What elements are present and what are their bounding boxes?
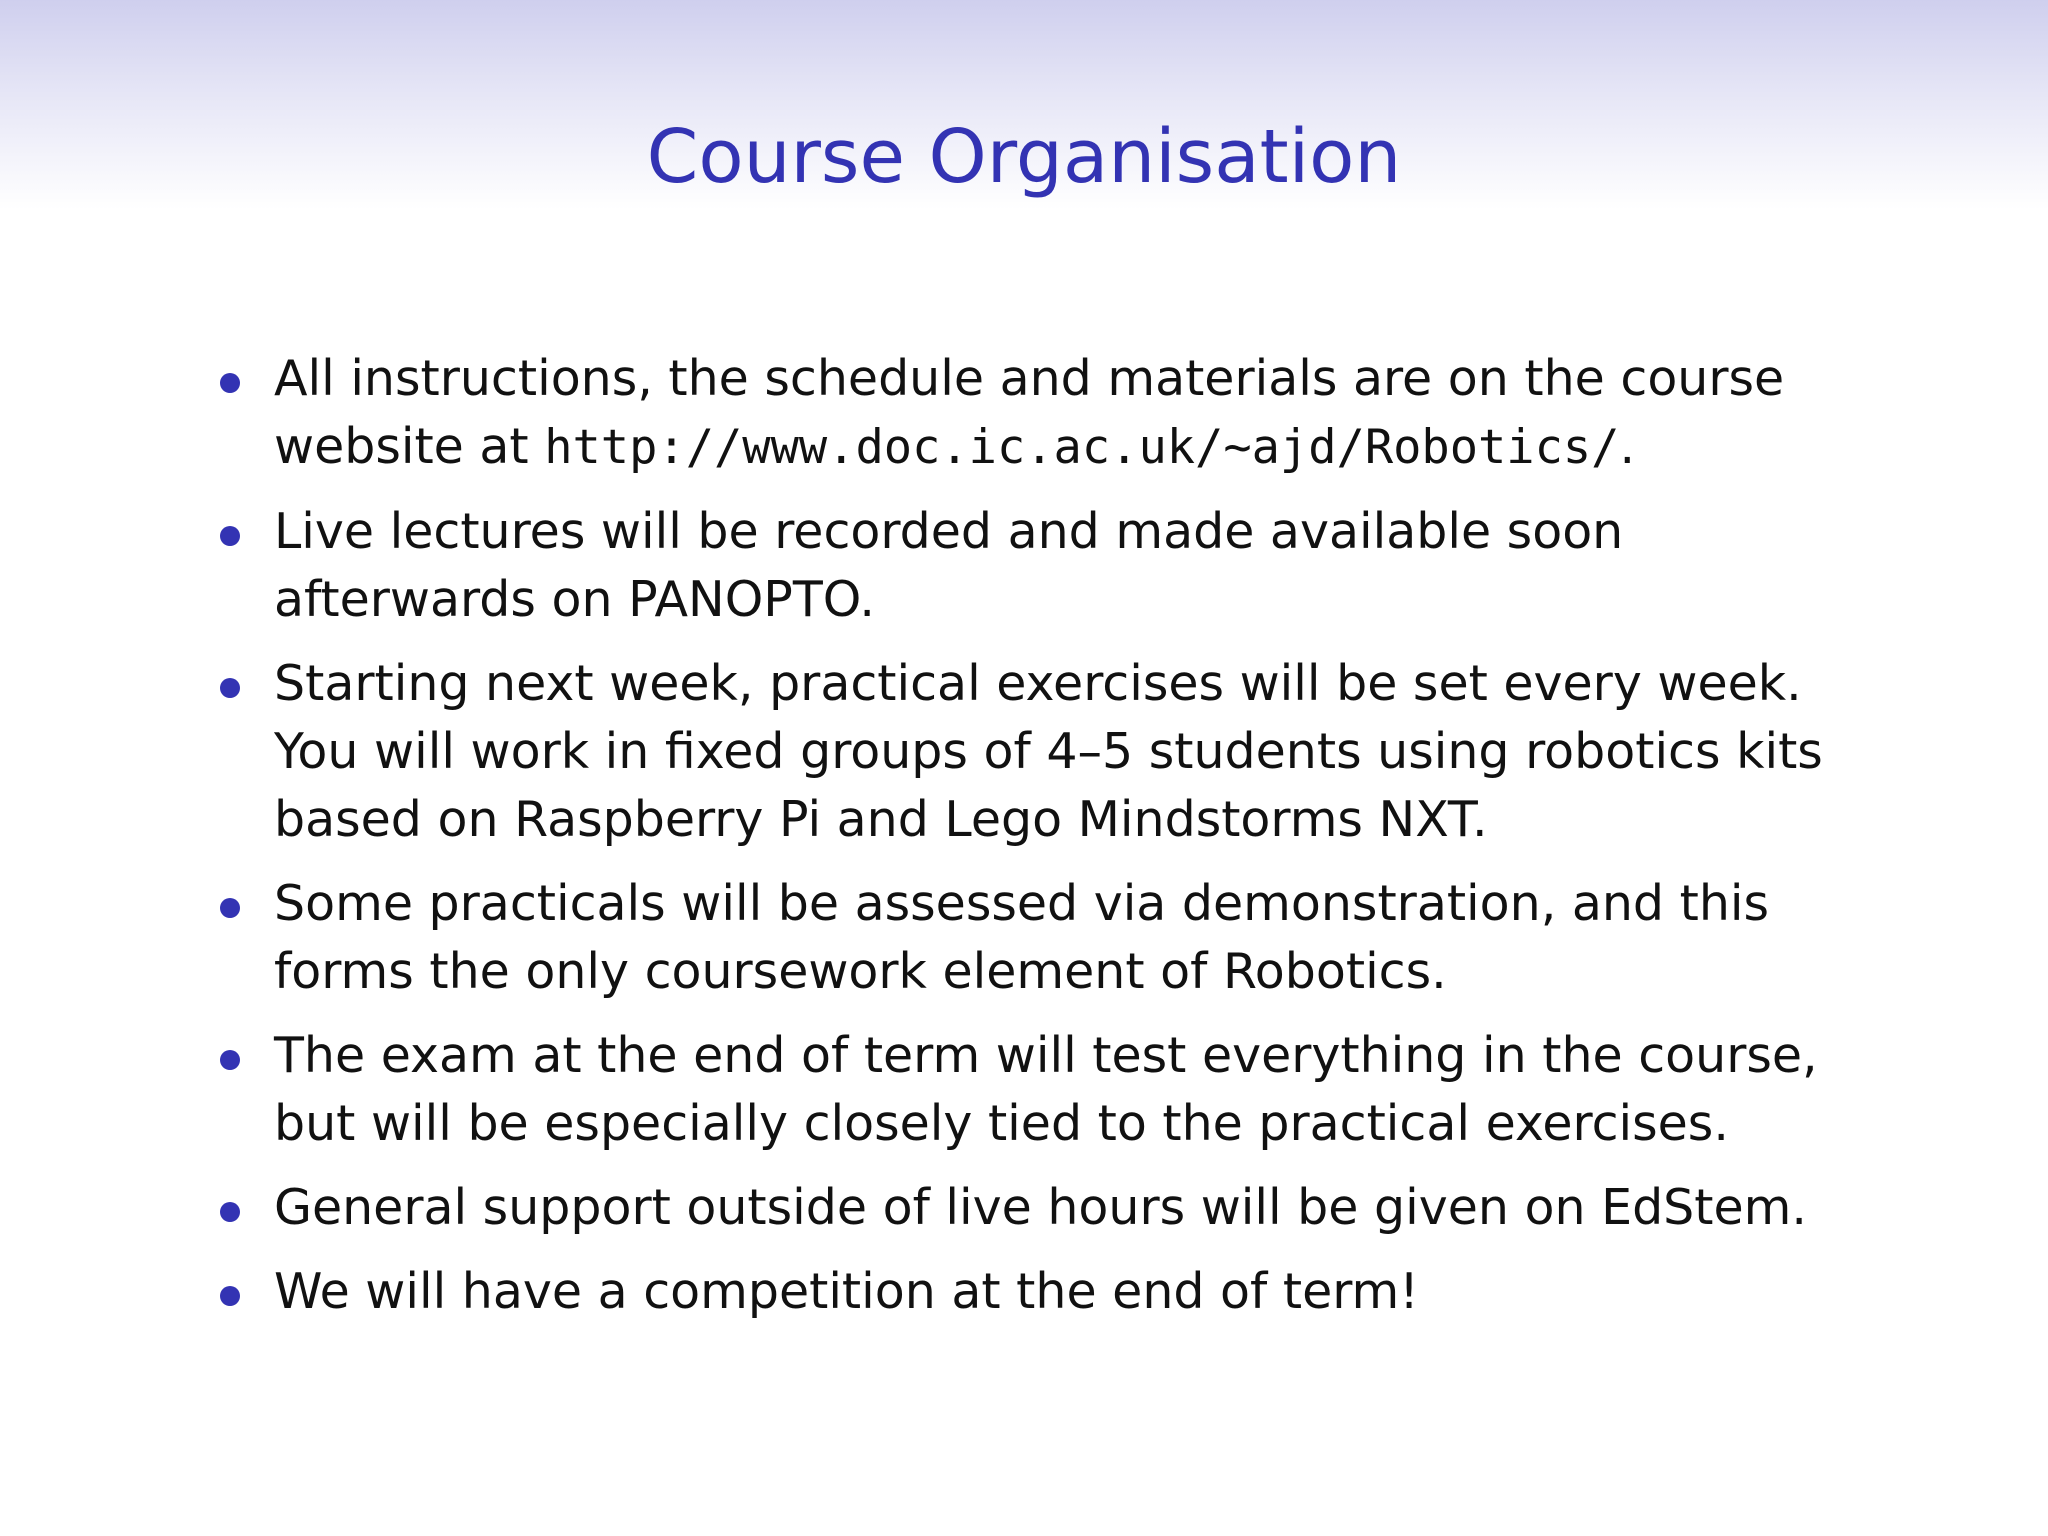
bullet-icon <box>220 526 240 546</box>
bullet-text: General support outside of live hours will be given on EdStem. <box>274 1179 1807 1236</box>
bullet-text: Some practicals will be assessed via demonstration, and this forms the only coursework element of Robotics. <box>274 875 1770 1000</box>
bullet-icon <box>220 1286 240 1306</box>
bullet-text: We will have a competition at the end of term! <box>274 1263 1419 1320</box>
bullet-item-practicals <box>214 650 1894 854</box>
bullet-text: All instructions, the schedule and materials are on the course website at <box>274 350 1785 475</box>
bullet-item-support <box>214 1174 1894 1242</box>
bullet-item-exam <box>214 1022 1894 1158</box>
course-website-url: http://www.doc.ic.ac.uk/~ajd/Robotics/ <box>544 420 1620 475</box>
bullet-item-lectures <box>214 498 1894 634</box>
bullet-icon <box>220 1050 240 1070</box>
slide-title: Course Organisation <box>646 114 1402 200</box>
bullet-icon <box>220 678 240 698</box>
bullet-icon <box>220 898 240 918</box>
bullet-text: Live lectures will be recorded and made available soon afterwards on PANOPTO. <box>274 503 1624 628</box>
bullet-icon <box>220 373 240 393</box>
bullet-list <box>214 345 1894 1342</box>
bullet-item-course-website <box>214 345 1894 482</box>
bullet-text: The exam at the end of term will test everything in the course, but will be especially closely tied to the practical exercises. <box>274 1027 1818 1152</box>
bullet-text: Starting next week, practical exercises will be set every week. You will work in fixed groups of 4–5 students using robotics kits based on Raspberry Pi and Lego Mindstorms NXT. <box>274 655 1823 848</box>
bullet-item-competition <box>214 1258 1894 1326</box>
bullet-icon <box>220 1202 240 1222</box>
bullet-text-end: . <box>1619 418 1636 475</box>
bullet-item-assessment <box>214 870 1894 1006</box>
